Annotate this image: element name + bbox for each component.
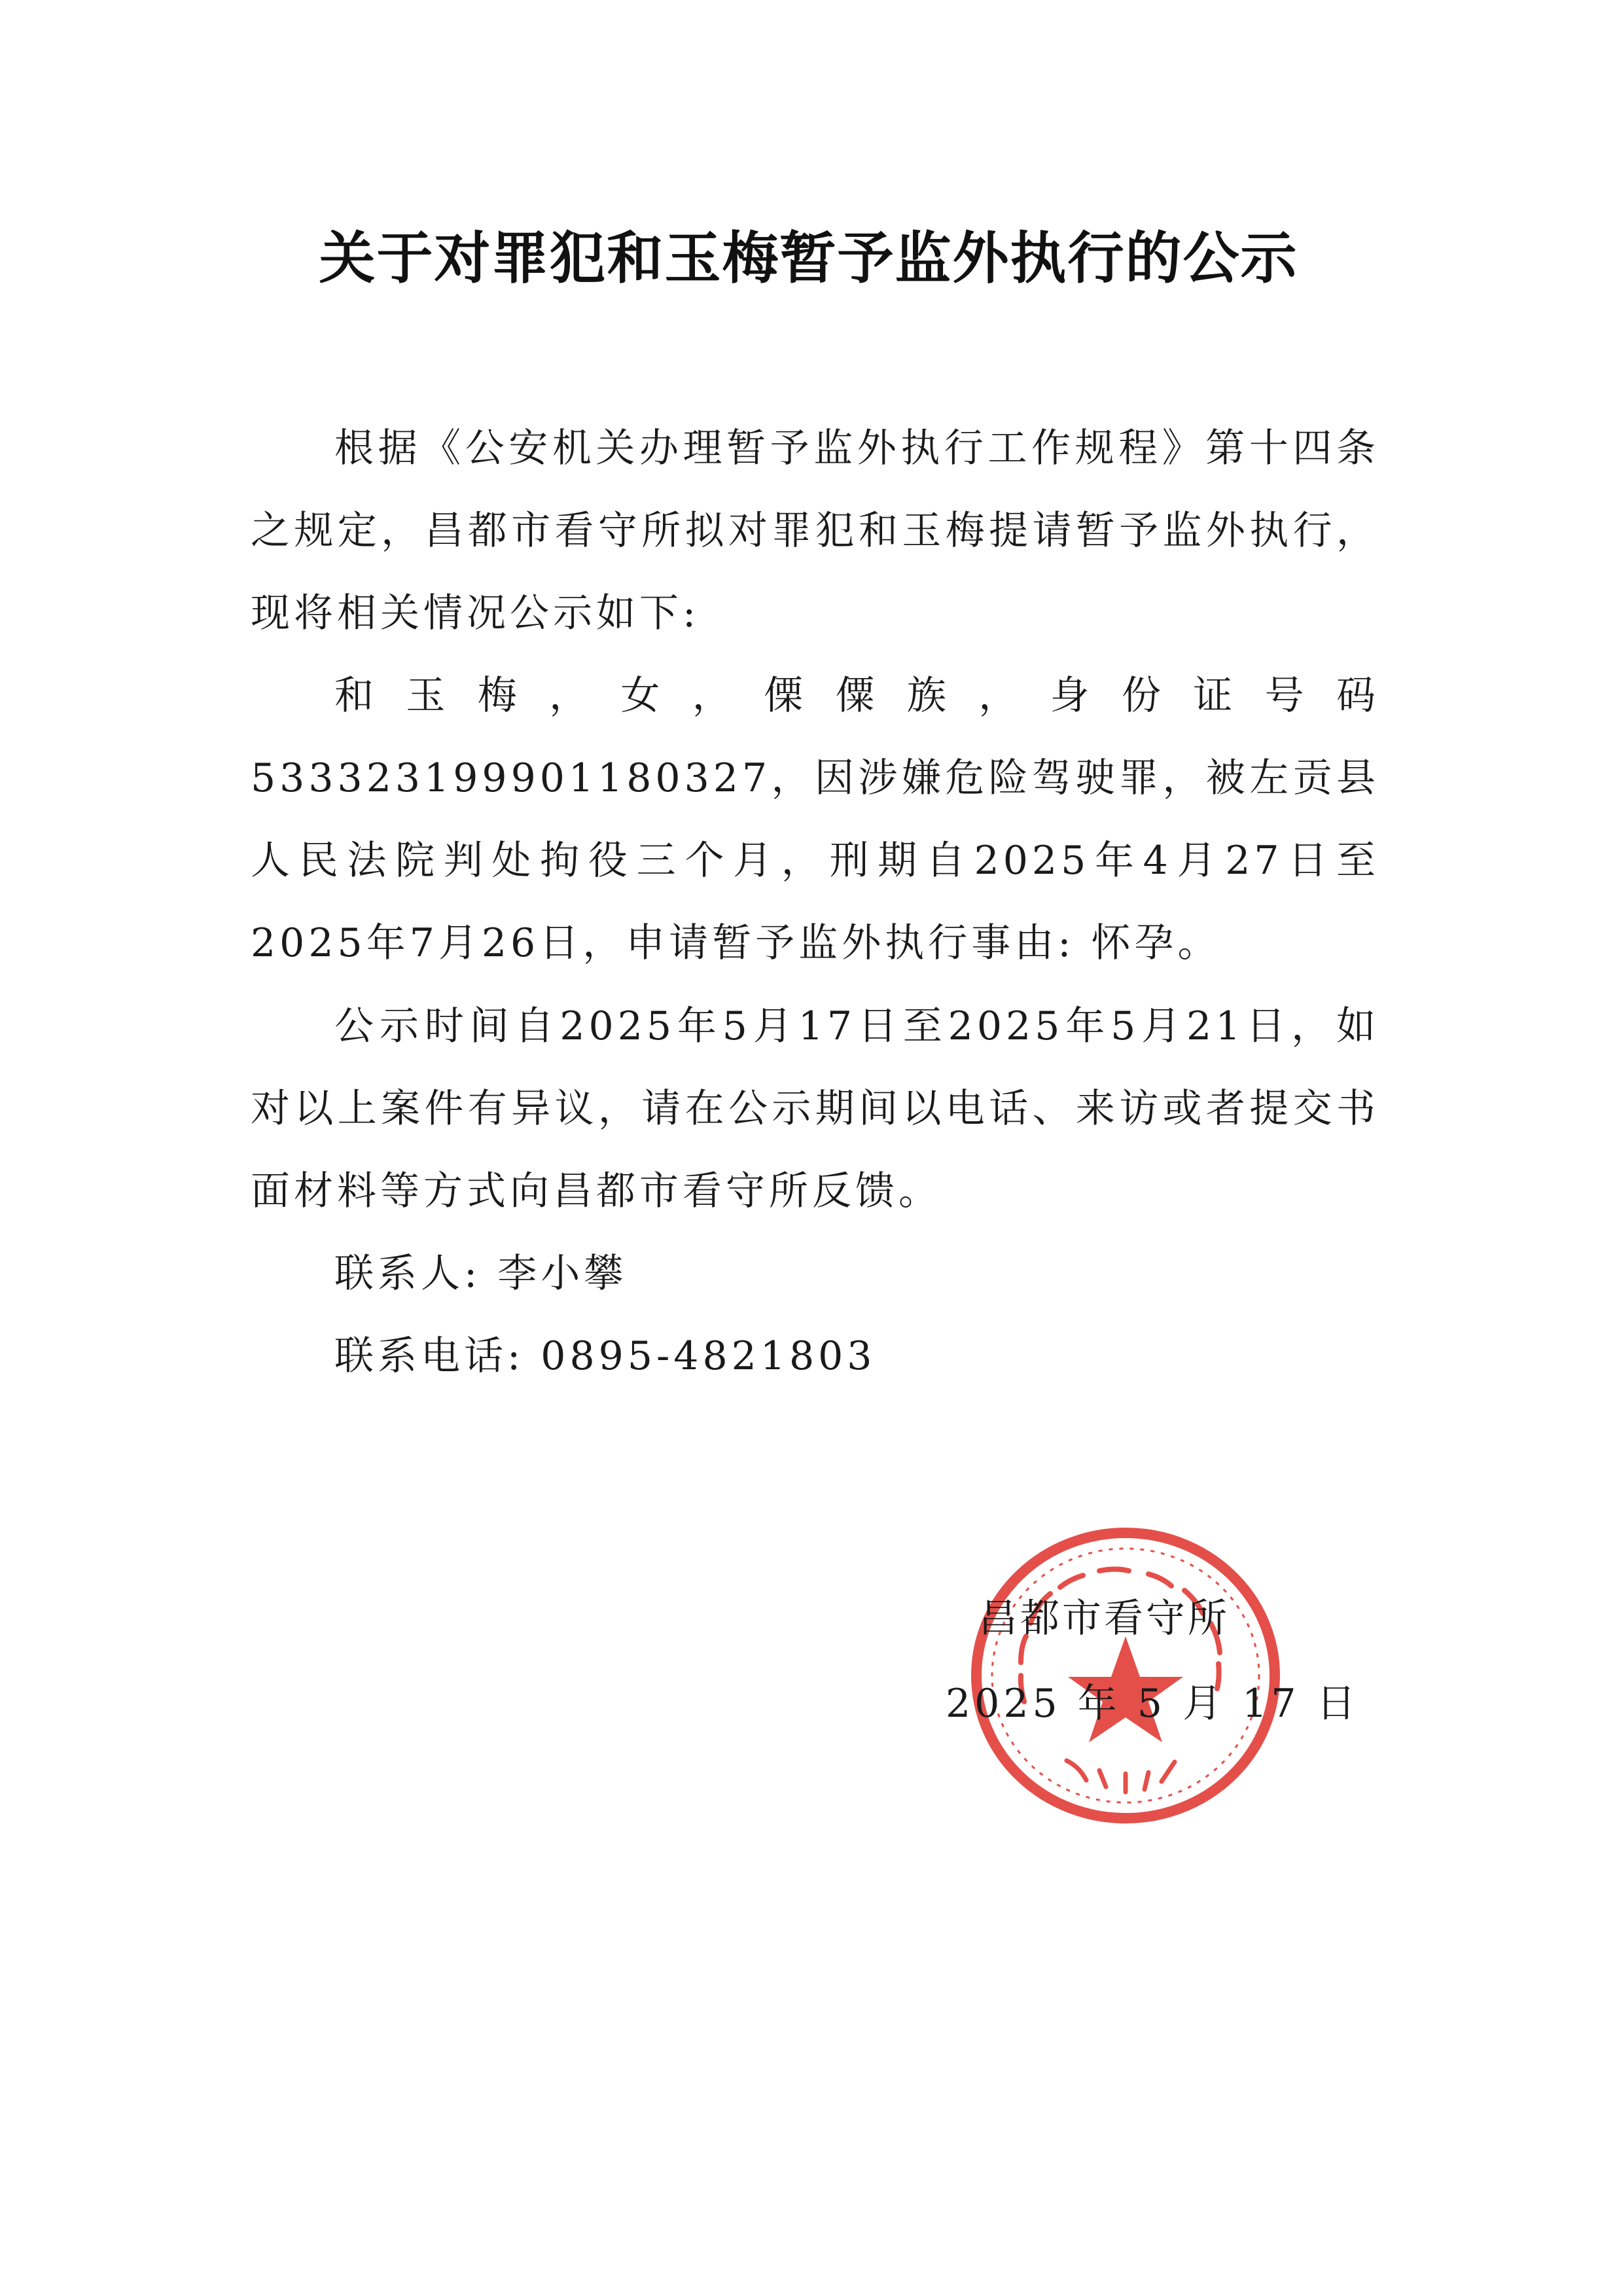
seal-lower-marks	[1067, 1761, 1175, 1792]
paragraph-legal-basis: 根据《公安机关办理暂予监外执行工作规程》第十四条之规定，昌都市看守所拟对罪犯和玉梅提请暂予监外执行，现将相关情况公示如下:	[251, 425, 1379, 636]
contact-person-line	[251, 1232, 1379, 1315]
contact-person-name: 李小攀	[497, 1251, 628, 1297]
paragraph-notice-period: 公示时间自2025年5月17日至2025年5月21日，如对以上案件有异议，请在公示期间以电话、来访或者提交书面材料等方式向昌都市看守所反馈。	[251, 1003, 1379, 1214]
signature-date: 2025 年 5 月 17 日	[946, 1681, 1360, 1727]
paragraph-case-details: 和玉梅，女，傈僳族，身份证号码533323199901180327，因涉嫌危险驾驶罪，被左贡县人民法院判处拘役三个月，刑期自2025年4月27日至2025年7月26日，申请暂予监外执行事由: 怀孕。	[251, 673, 1379, 966]
contact-phone-line	[251, 1315, 1379, 1397]
contact-phone-number: 0895-4821803	[541, 1333, 876, 1379]
contact-person-label: 联系人:	[334, 1251, 482, 1297]
contact-phone-label: 联系电话:	[334, 1333, 525, 1379]
signature-organization: 昌都市看守所	[978, 1596, 1230, 1641]
document-title: 关于对罪犯和玉梅暂予监外执行的公示	[319, 225, 1298, 291]
